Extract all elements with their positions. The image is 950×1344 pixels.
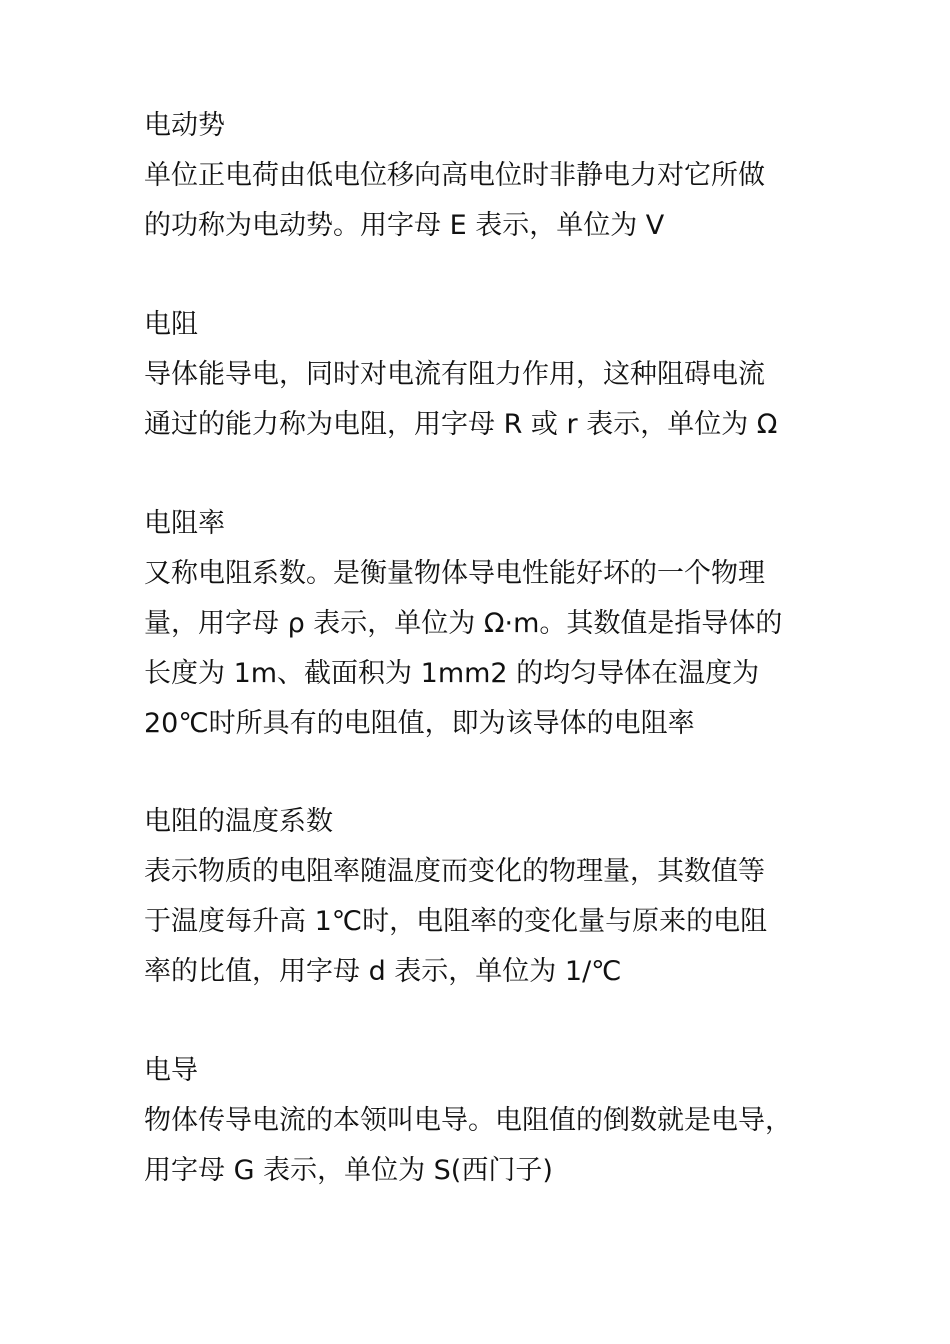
- section-resistivity: [144, 499, 814, 749]
- definition-line: 导体能导电，同时对电流有阻力作用，这种阻碍电流: [144, 359, 765, 390]
- definition-line: 用字母 G 表示，单位为 S(西门子): [144, 1155, 553, 1186]
- section-electromotive-force: [144, 101, 814, 251]
- section-conductance: [144, 1046, 814, 1196]
- term-heading: 电动势: [144, 110, 225, 141]
- definition-line: 表示物质的电阻率随温度而变化的物理量，其数值等: [144, 856, 765, 887]
- section-resistance: [144, 300, 814, 450]
- term-heading: 电阻: [144, 309, 198, 340]
- definition-line: 单位正电荷由低电位移向高电位时非静电力对它所做: [144, 160, 765, 191]
- definition-line: 率的比值，用字母 d 表示，单位为 1/℃: [144, 956, 622, 987]
- term-heading: 电阻的温度系数: [144, 806, 333, 837]
- definition-line: 通过的能力称为电阻，用字母 R 或 r 表示，单位为 Ω: [144, 409, 778, 440]
- definition-line: 长度为 1m、截面积为 1mm2 的均匀导体在温度为: [144, 658, 760, 689]
- definition-line: 又称电阻系数。是衡量物体导电性能好坏的一个物理: [144, 558, 765, 589]
- term-heading: 电导: [144, 1055, 198, 1086]
- definition-line: 于温度每升高 1℃时，电阻率的变化量与原来的电阻: [144, 906, 768, 937]
- section-temperature-coefficient: [144, 797, 814, 997]
- definition-line: 20℃时所具有的电阻值，即为该导体的电阻率: [144, 708, 695, 739]
- definition-line: 的功称为电动势。用字母 E 表示，单位为 V: [144, 210, 665, 241]
- term-heading: 电阻率: [144, 508, 225, 539]
- definition-line: 物体传导电流的本领叫电导。电阻值的倒数就是电导，: [144, 1105, 792, 1136]
- definition-line: 量，用字母 ρ 表示，单位为 Ω·m。其数值是指导体的: [144, 608, 783, 639]
